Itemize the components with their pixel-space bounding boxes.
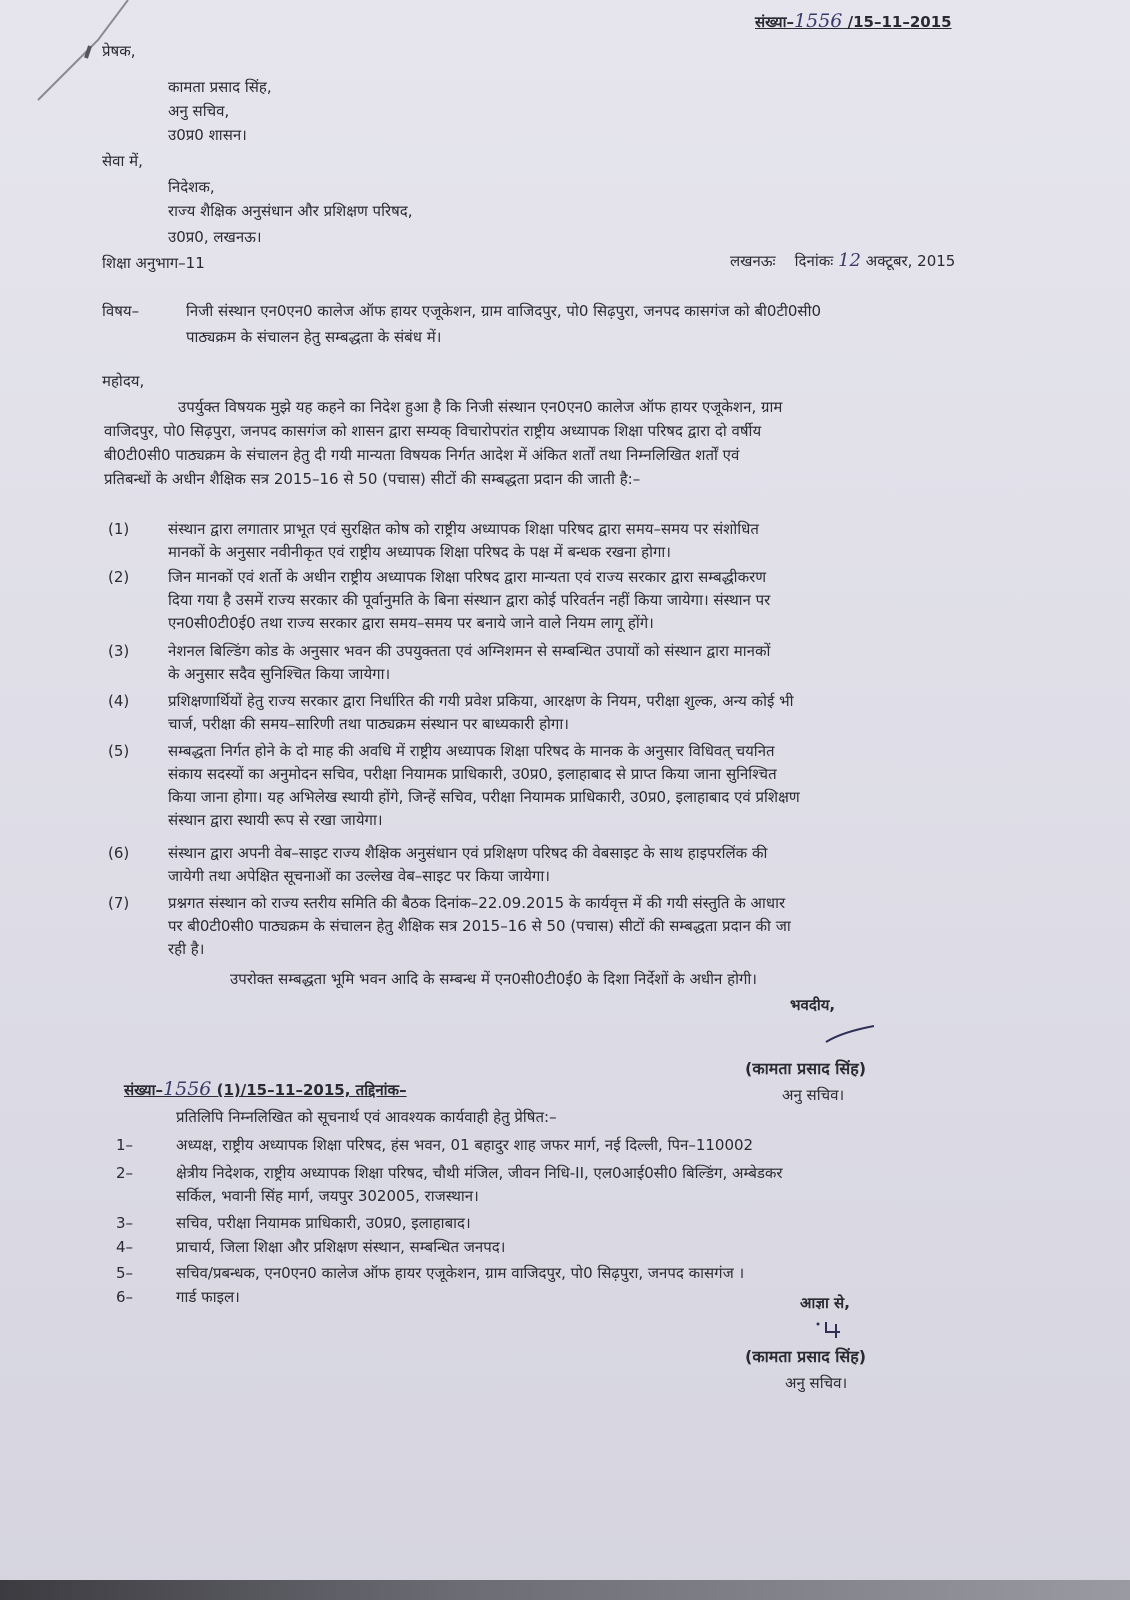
closing-note: उपरोक्त सम्बद्धता भूमि भवन आदि के सम्बन्ध में एन0सी0टी0ई0 के दिशा निर्देशों के अधीन होगी। — [230, 970, 757, 988]
sender-designation: अनु सचिव, — [168, 102, 230, 120]
condition-number: (7) — [108, 894, 130, 912]
condition-line: सम्बद्धता निर्गत होने के दो माह की अवधि में राष्ट्रीय अध्यापक शिक्षा परिषद के मानक के अनुसार विधिवत् चयनित — [168, 742, 775, 760]
condition-line: किया जाना होगा। यह अभिलेख स्थायी होंगे, जिन्हें सचिव, परीक्षा नियामक प्राधिकारी, उ0प्र0, इलाहाबाद एवं प्रशिक्षण — [168, 788, 800, 806]
copy-item-number: 1– — [116, 1136, 134, 1154]
copy-signatory-designation: अनु सचिव। — [785, 1374, 848, 1392]
section-name: शिक्षा अनुभाग–11 — [102, 254, 205, 272]
condition-line: एन0सी0टी0ई0 तथा राज्य सरकार द्वारा समय–समय पर बनाये जाने वाले नियम लागू होंगे। — [168, 614, 654, 632]
condition-line: मानकों के अनुसार नवीनीकृत एवं राष्ट्रीय अध्यापक शिक्षा परिषद के पक्ष में बन्धक रखना होगा। — [168, 543, 671, 561]
condition-line: संस्थान द्वारा लगातार प्राभूत एवं सुरक्षित कोष को राष्ट्रीय अध्यापक शिक्षा परिषद द्वारा समय–समय पर संशोधित — [168, 520, 759, 538]
reference-number — [755, 10, 952, 33]
recipient-label: सेवा में, — [102, 152, 143, 170]
date-day-handwritten: 12 — [838, 250, 861, 271]
scan-edge-shadow — [0, 1580, 1130, 1600]
ref-label: संख्या– — [755, 13, 795, 31]
condition-line: के अनुसार सदैव सुनिश्चित किया जायेगा। — [168, 665, 391, 683]
condition-line: संस्थान द्वारा अपनी वेब–साइट राज्य शैक्षिक अनुसंधान एवं प्रशिक्षण परिषद की वेबसाइट के साथ हाइपरलिंक की — [168, 844, 768, 862]
recipient-place: उ0प्र0, लखनऊ। — [168, 228, 262, 246]
condition-line: रही है। — [168, 940, 205, 958]
intro-line-3: बी0टी0सी0 पाठ्यक्रम के संचालन हेतु दी गयी मान्यता विषयक निर्गत आदेश में अंकित शर्तों तथा निम्नलिखित शर्तों एवं — [104, 446, 740, 464]
intro-line-4: प्रतिबन्धों के अधीन शैक्षिक सत्र 2015–16 से 50 (पचास) सीटों की सम्बद्धता प्रदान की जाती है:– — [104, 470, 641, 488]
ref-suffix: /15–11–2015 — [847, 13, 952, 31]
copy-item-number: 6– — [116, 1288, 134, 1306]
signatory-name: (कामता प्रसाद सिंह) — [745, 1059, 867, 1078]
condition-number: (4) — [108, 692, 130, 710]
initials-mark — [812, 1318, 852, 1340]
subject-line-2: पाठ्यक्रम के संचालन हेतु सम्बद्धता के संबंध में। — [186, 328, 442, 346]
copy-item-number: 3– — [116, 1214, 134, 1232]
condition-line: चार्ज, परीक्षा की समय–सारिणी तथा पाठ्यक्रम संस्थान पर बाध्यकारी होगा। — [168, 715, 569, 733]
date-place: लखनऊः — [730, 252, 776, 270]
condition-line: नेशनल बिल्डिंग कोड के अनुसार भवन की उपयुक्तता एवं अग्निशमन से सम्बन्धित उपायों को संस्थान द्वारा मानकों — [168, 642, 771, 660]
copy-item-line: प्राचार्य, जिला शिक्षा और प्रशिक्षण संस्थान, सम्बन्धित जनपद। — [176, 1238, 506, 1256]
salutation: महोदय, — [102, 372, 145, 390]
sender-name: कामता प्रसाद सिंह, — [168, 78, 272, 96]
condition-number: (1) — [108, 520, 130, 538]
recipient-org: राज्य शैक्षिक अनुसंधान और प्रशिक्षण परिषद, — [168, 202, 413, 220]
condition-line: प्रशिक्षणार्थियों हेतु राज्य सरकार द्वारा निर्धारित की गयी प्रवेश प्रकिया, आरक्षण के नियम, परीक्षा शुल्क, अन्य कोई भी — [168, 692, 794, 710]
copy-item-number: 5– — [116, 1264, 134, 1282]
condition-line: दिया गया है उसमें राज्य सरकार की पूर्वानुमति के बिना संस्थान द्वारा कोई परिवर्तन नहीं किया जायेगा। संस्थान पर — [168, 591, 771, 609]
copy-intro: प्रतिलिपि निम्नलिखित को सूचनार्थ एवं आवश्यक कार्यवाही हेतु प्रेषित:– — [176, 1108, 557, 1126]
subject-label: विषय– — [102, 302, 140, 320]
by-order: आज्ञा से, — [800, 1294, 850, 1312]
copy-item-line: सचिव/प्रबन्धक, एन0एन0 कालेज ऑफ हायर एजूकेशन, ग्राम वाजिदपुर, पो0 सिढ़पुरा, जनपद कासगंज । — [176, 1264, 745, 1282]
recipient-title: निदेशक, — [168, 178, 215, 196]
copy-ref-label: संख्या– — [124, 1081, 164, 1099]
condition-number: (5) — [108, 742, 130, 760]
date-label: दिनांकः — [794, 252, 834, 270]
condition-line: संस्थान द्वारा स्थायी रूप से रखा जायेगा। — [168, 811, 383, 829]
yours-faithfully: भवदीय, — [790, 996, 836, 1014]
condition-line: पर बी0टी0सी0 पाठ्यक्रम के संचालन हेतु शैक्षिक सत्र 2015–16 से 50 (पचास) सीटों की सम्बद्धता प्रदान की जा — [168, 917, 791, 935]
date-rest: अक्टूबर, 2015 — [865, 252, 956, 270]
condition-line: जायेगी तथा अपेक्षित सूचनाओं का उल्लेख वेब–साइट पर किया जायेगा। — [168, 867, 550, 885]
condition-number: (2) — [108, 568, 130, 586]
copy-ref-suffix: (1)/15–11–2015, तद्दिनांक– — [216, 1081, 407, 1099]
sender-office: उ0प्र0 शासन। — [168, 126, 247, 144]
copy-item-line: गार्ड फाइल। — [176, 1288, 240, 1306]
intro-line-2: वाजिदपुर, पो0 सिढ़पुरा, जनपद कासगंज को शासन द्वारा सम्यक् विचारोपरांत राष्ट्रीय अध्यापक शिक्षा परिषद द्वारा दो वर्षीय — [104, 422, 762, 440]
copy-item-number: 4– — [116, 1238, 134, 1256]
copy-item-line: सचिव, परीक्षा नियामक प्राधिकारी, उ0प्र0, इलाहाबाद। — [176, 1214, 471, 1232]
intro-line-1: उपर्युक्त विषयक मुझे यह कहने का निदेश हुआ है कि निजी संस्थान एन0एन0 कालेज ऑफ हायर एजूकेशन, ग्राम — [178, 398, 783, 416]
copy-item-line: अध्यक्ष, राष्ट्रीय अध्यापक शिक्षा परिषद, हंस भवन, 01 बहादुर शाह जफर मार्ग, नई दिल्ली, पिन–110002 — [176, 1136, 754, 1154]
condition-line: प्रश्नगत संस्थान को राज्य स्तरीय समिति की बैठक दिनांक–22.09.2015 के कार्यवृत्त में की गयी संस्तुति के आधार — [168, 894, 786, 912]
copy-ref-number-handwritten: 1556 — [163, 1078, 212, 1100]
copy-item-line: क्षेत्रीय निदेशक, राष्ट्रीय अध्यापक शिक्षा परिषद, चौथी मंजिल, जीवन निधि-II, एल0आई0सी0 बिल्डिंग, अम्बेडकर — [176, 1164, 783, 1182]
copy-signatory-name: (कामता प्रसाद सिंह) — [745, 1347, 867, 1366]
condition-number: (3) — [108, 642, 130, 660]
condition-line: जिन मानकों एवं शर्तो के अधीन राष्ट्रीय अध्यापक शिक्षा परिषद द्वारा मान्यता एवं राज्य सरकार द्वारा सम्बद्धीकरण — [168, 568, 767, 586]
ref-number-handwritten: 1556 — [794, 10, 843, 32]
copy-item-number: 2– — [116, 1164, 134, 1182]
signature-mark — [822, 1022, 882, 1046]
condition-line: संकाय सदस्यों का अनुमोदन सचिव, परीक्षा नियामक प्राधिकारी, उ0प्र0, इलाहाबाद से प्राप्त किया जाना सुनिश्चित — [168, 765, 777, 783]
date-line — [730, 250, 955, 272]
copy-item-line: सर्किल, भवानी सिंह मार्ग, जयपुर 302005, राजस्थान। — [176, 1187, 479, 1205]
condition-number: (6) — [108, 844, 130, 862]
signatory-designation: अनु सचिव। — [782, 1086, 845, 1104]
copy-reference-number — [124, 1078, 407, 1101]
subject-line-1: निजी संस्थान एन0एन0 कालेज ऑफ हायर एजूकेशन, ग्राम वाजिदपुर, पो0 सिढ़पुरा, जनपद कासगंज को बी0टी0सी0 — [186, 302, 822, 320]
sender-label: प्रेषक, — [102, 42, 136, 60]
